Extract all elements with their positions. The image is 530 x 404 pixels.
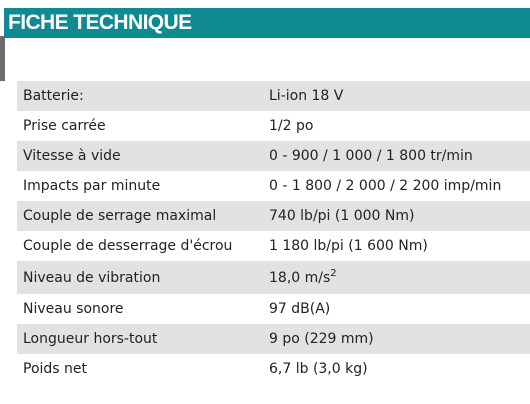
spec-table [17, 81, 530, 384]
spec-row-max-fastening-torque [17, 201, 530, 231]
section-header [4, 8, 530, 38]
left-edge-divider [0, 36, 5, 81]
spec-label: Niveau sonore [23, 301, 124, 317]
vibration-value-text: 18,0 m/s [269, 269, 331, 286]
spec-value: Li-ion 18 V [269, 81, 530, 111]
section-title: FICHE TECHNIQUE [8, 11, 192, 34]
spec-label: Vitesse à vide [17, 141, 269, 171]
spec-label: Longueur hors-tout [17, 324, 269, 354]
spec-row-impacts-per-minute [17, 171, 530, 201]
spec-value: 6,7 lb (3,0 kg) [269, 361, 368, 377]
spec-row-net-weight [17, 354, 530, 384]
spec-label: Couple de desserrage d'écrou [23, 238, 233, 254]
spec-value: 740 lb/pi (1 000 Nm) [269, 201, 530, 231]
spec-value: 1 180 lb/pi (1 600 Nm) [269, 238, 428, 254]
spec-value: 97 dB(A) [269, 301, 331, 317]
spec-label: Batterie: [17, 81, 269, 111]
spec-value [269, 261, 530, 294]
spec-label: Niveau de vibration [17, 261, 269, 294]
spec-label: Couple de serrage maximal [17, 201, 269, 231]
spec-label: Prise carrée [23, 118, 106, 134]
spec-row-nut-busting-torque [17, 231, 530, 261]
spec-label: Impacts par minute [23, 178, 161, 194]
spec-value: 0 - 1 800 / 2 000 / 2 200 imp/min [269, 178, 502, 194]
spec-value: 1/2 po [269, 118, 314, 134]
spec-row-square-drive [17, 111, 530, 141]
vibration-unit-exponent: 2 [330, 267, 337, 279]
spec-label: Poids net [23, 361, 88, 377]
spec-row-battery [17, 81, 530, 111]
spec-row-sound-level [17, 294, 530, 324]
spec-value: 9 po (229 mm) [269, 324, 530, 354]
spec-row-vibration-level [17, 261, 530, 294]
spec-value: 0 - 900 / 1 000 / 1 800 tr/min [269, 141, 530, 171]
spec-row-overall-length [17, 324, 530, 354]
spec-row-no-load-speed [17, 141, 530, 171]
